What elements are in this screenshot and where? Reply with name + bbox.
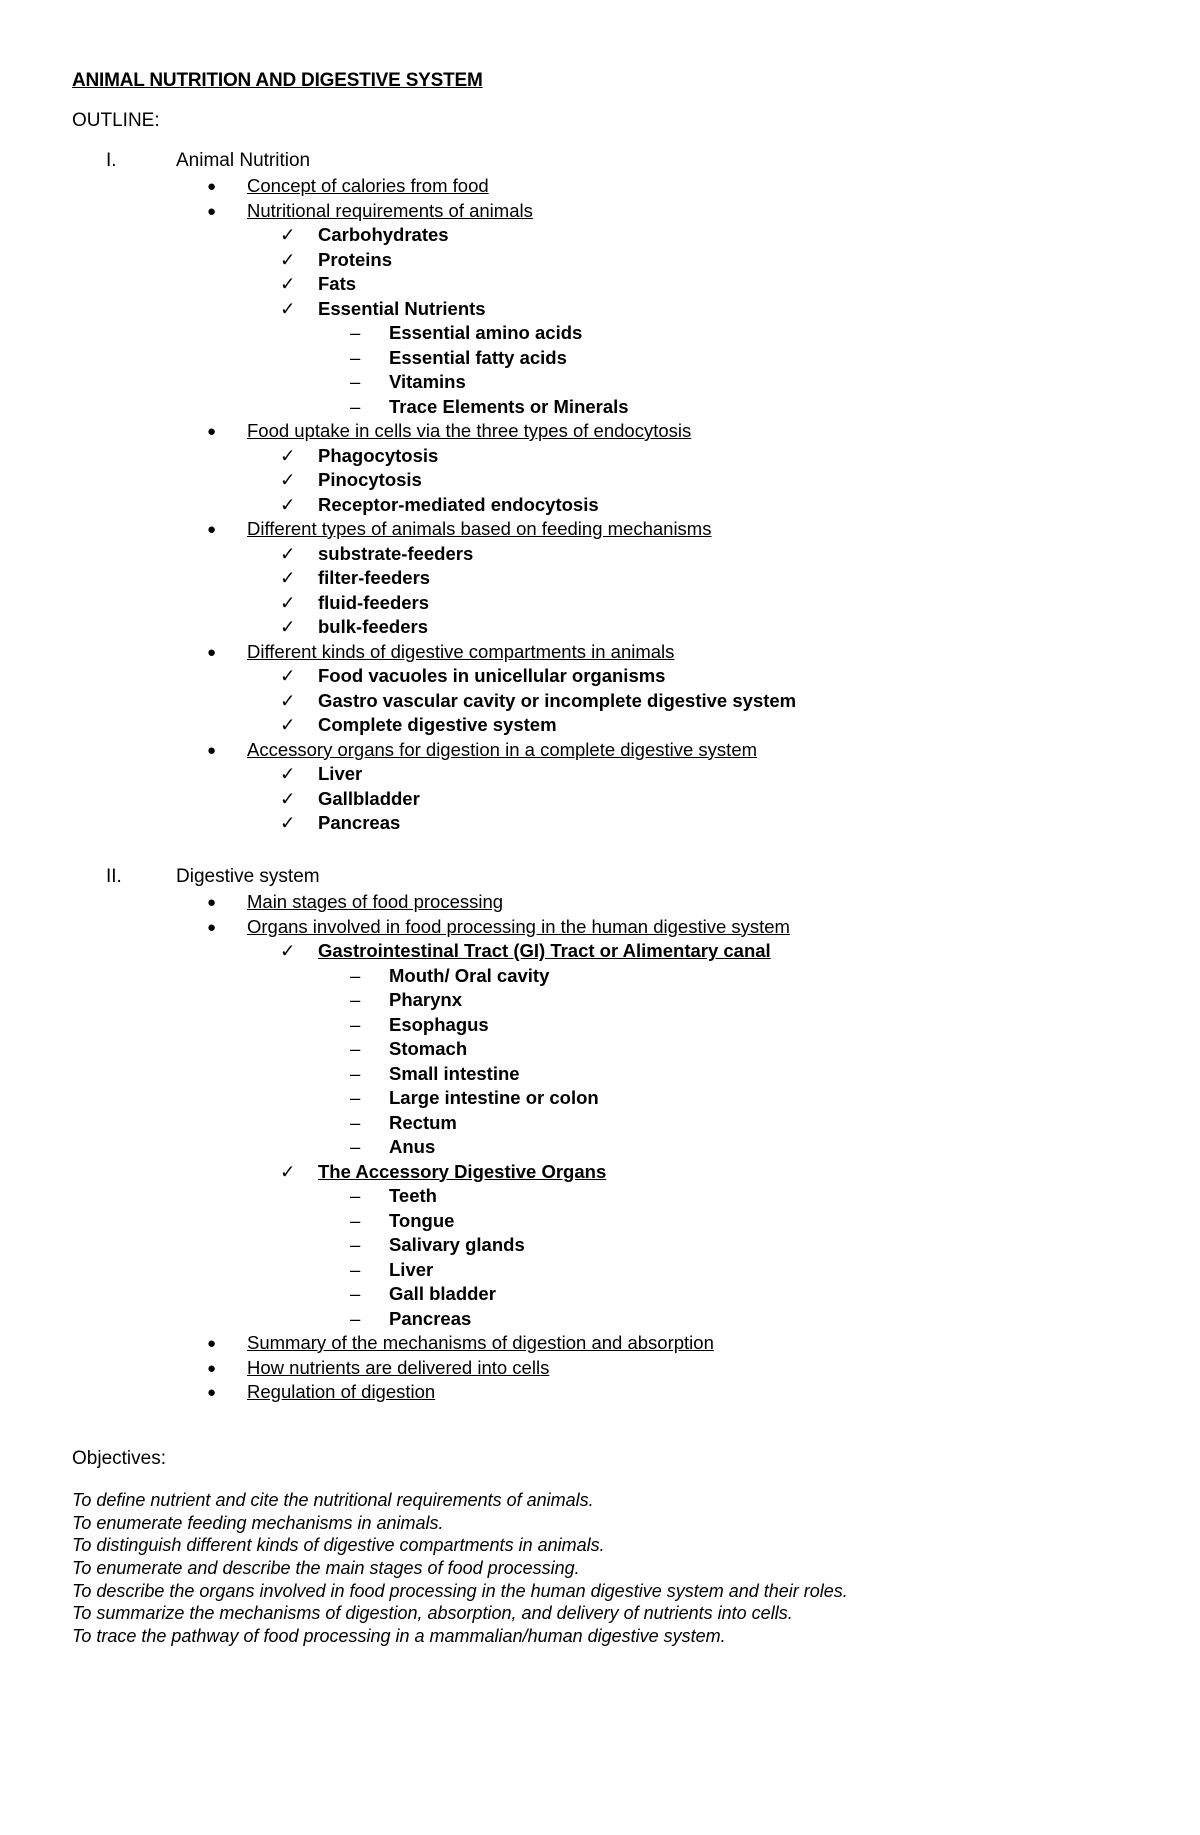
outline-item-text: Organs involved in food processing in the human digestive system (247, 915, 790, 937)
outline-dash-item (0, 1259, 1200, 1284)
outline-item-text: Stomach (389, 1038, 468, 1059)
dash-icon: – (350, 1258, 361, 1280)
outline-item-text: Pharynx (389, 989, 463, 1010)
outline-check-item (0, 940, 1200, 965)
outline-dash-item (0, 1210, 1200, 1235)
outline-bullet-item (0, 200, 1200, 225)
bullet-icon: ● (207, 423, 217, 440)
section-heading (0, 866, 1200, 891)
outline-check-item (0, 690, 1200, 715)
dash-icon: – (350, 1111, 361, 1133)
outline-bullet-item (0, 1357, 1200, 1382)
outline-item-text: Tongue (389, 1209, 455, 1231)
dash-icon: – (350, 1062, 361, 1084)
objective-line: To enumerate feeding mechanisms in animals. (72, 1512, 444, 1533)
outline-check-item (0, 714, 1200, 739)
outline-dash-item (0, 322, 1200, 347)
outline-bullet-item (0, 420, 1200, 445)
outline-bullet-item (0, 739, 1200, 764)
bullet-icon: ● (207, 1335, 217, 1352)
section-numeral: II. (106, 866, 122, 887)
objective-line: To enumerate and describe the main stages of food processing. (72, 1558, 580, 1579)
outline-bullet-item (0, 1381, 1200, 1406)
objective-line: To summarize the mechanisms of digestion, absorption, and delivery of nutrients into cells. (72, 1603, 793, 1624)
bullet-icon: ● (207, 178, 217, 195)
outline-item-text: Gallbladder (318, 787, 420, 809)
outline-check-item (0, 224, 1200, 249)
outline-check-item (0, 494, 1200, 519)
outline-check-item (0, 1161, 1200, 1186)
outline-check-item (0, 763, 1200, 788)
bullet-icon: ● (207, 918, 217, 936)
outline-check-item (0, 665, 1200, 690)
outline-check-item (0, 298, 1200, 323)
outline-bullet-item (0, 916, 1200, 941)
checkmark-icon: ✓ (280, 812, 296, 833)
section-numeral: I. (106, 150, 117, 171)
outline-dash-item (0, 1087, 1200, 1112)
outline-item-text: Essential fatty acids (389, 346, 567, 368)
outline-item-text: Pinocytosis (318, 469, 422, 490)
outline-check-item (0, 249, 1200, 274)
objective-line: To define nutrient and cite the nutritional requirements of animals. (72, 1490, 594, 1510)
checkmark-icon: ✓ (280, 1160, 296, 1182)
section-heading (0, 150, 1200, 175)
outline-check-item (0, 592, 1200, 617)
dash-icon: – (350, 1185, 361, 1206)
bullet-icon: ● (207, 521, 217, 538)
dash-icon: – (350, 1283, 361, 1304)
outline-dash-item (0, 371, 1200, 396)
outline-item-text: Gall bladder (389, 1283, 496, 1304)
outline-item-text: Summary of the mechanisms of digestion and absorption (247, 1332, 714, 1353)
objective-line: To trace the pathway of food processing in a mammalian/human digestive system. (72, 1626, 726, 1647)
section-title: Digestive system (176, 866, 320, 887)
outline-item-text: Fats (318, 273, 357, 294)
outline-dash-item (0, 989, 1200, 1014)
outline-item-text: Different types of animals based on feeding mechanisms (247, 518, 712, 539)
outline-item-text: Concept of calories from food (247, 175, 489, 196)
checkmark-icon: ✓ (280, 763, 296, 784)
outline-check-item (0, 616, 1200, 641)
outline-dash-item (0, 1014, 1200, 1039)
dash-icon: – (350, 1307, 361, 1329)
outline-dash-item (0, 1038, 1200, 1063)
outline-check-item (0, 567, 1200, 592)
dash-icon: – (350, 1013, 361, 1035)
outline-check-item (0, 788, 1200, 813)
dash-icon: – (350, 1209, 361, 1231)
outline-section-digestive-system (0, 866, 1200, 1406)
outline-item-text: Different kinds of digestive compartments in animals (247, 640, 675, 662)
checkmark-icon: ✓ (280, 714, 296, 735)
outline-item-text: Main stages of food processing (247, 891, 504, 912)
outline-item-text: Pancreas (389, 1307, 472, 1329)
checkmark-icon: ✓ (280, 591, 296, 613)
bullet-icon: ● (207, 1384, 217, 1401)
outline-dash-item (0, 1112, 1200, 1137)
objective-line: To describe the organs involved in food processing in the human digestive system and their roles. (72, 1580, 848, 1601)
checkmark-icon: ✓ (280, 248, 296, 270)
section-title: Animal Nutrition (176, 150, 311, 171)
dash-icon: – (350, 989, 361, 1010)
outline-item-text: Liver (389, 1258, 434, 1280)
outline-item-text: Carbohydrates (318, 224, 449, 245)
outline-item-text: Pancreas (318, 812, 401, 833)
checkmark-icon: ✓ (280, 273, 296, 294)
outline-dash-item (0, 1136, 1200, 1161)
outline-bullet-item (0, 641, 1200, 666)
outline-dash-item (0, 1234, 1200, 1259)
outline-check-item (0, 543, 1200, 568)
outline-item-text: Receptor-mediated endocytosis (318, 493, 599, 515)
outline-dash-item (0, 1283, 1200, 1308)
outline-bullet-item (0, 1332, 1200, 1357)
outline-item-text: Complete digestive system (318, 714, 557, 735)
outline-bullet-item (0, 518, 1200, 543)
outline-check-item (0, 812, 1200, 837)
bullet-icon: ● (207, 894, 217, 911)
checkmark-icon: ✓ (280, 542, 296, 564)
section-items (0, 175, 1200, 837)
outline-item-text: Accessory organs for digestion in a complete digestive system (247, 738, 758, 760)
outline-item-text: substrate-feeders (318, 542, 474, 564)
checkmark-icon: ✓ (280, 940, 296, 961)
outline-item-text: Vitamins (389, 371, 466, 392)
bullet-icon: ● (207, 741, 217, 759)
outline-item-text: fluid-feeders (318, 591, 430, 613)
objective-line: To distinguish different kinds of digestive compartments in animals. (72, 1535, 605, 1556)
outline-item-text: Gastro vascular cavity or incomplete digestive system (318, 689, 797, 711)
outline-item-text: The Accessory Digestive Organs (318, 1160, 607, 1182)
bullet-icon: ● (207, 1359, 217, 1377)
outline-item-text: Large intestine or colon (389, 1087, 599, 1108)
checkmark-icon: ✓ (280, 787, 296, 809)
outline-item-text: Gastrointestinal Tract (GI) Tract or Alimentary canal (318, 940, 771, 961)
dash-icon: – (350, 1087, 361, 1108)
dash-icon: – (350, 371, 361, 392)
checkmark-icon: ✓ (280, 567, 296, 588)
outline-item-text: Liver (318, 763, 363, 784)
outline-item-text: Essential amino acids (389, 322, 583, 343)
outline-dash-item (0, 965, 1200, 990)
outline-item-text: Teeth (389, 1185, 437, 1206)
outline-item-text: Essential Nutrients (318, 297, 486, 319)
outline-dash-item (0, 396, 1200, 421)
dash-icon: – (350, 964, 361, 986)
outline-bullet-item (0, 175, 1200, 200)
outline-item-text: Small intestine (389, 1062, 520, 1084)
outline-dash-item (0, 1185, 1200, 1210)
outline-item-text: bulk-feeders (318, 616, 429, 637)
outline-item-text: Rectum (389, 1111, 457, 1133)
outline-item-text: filter-feeders (318, 567, 431, 588)
outline-item-text: Food vacuoles in unicellular organisms (318, 665, 666, 686)
objectives-label: Objectives: (72, 1448, 166, 1469)
outline-check-item (0, 445, 1200, 470)
outline-section-animal-nutrition (0, 150, 1200, 837)
outline-item-text: Nutritional requirements of animals (247, 199, 533, 221)
checkmark-icon: ✓ (280, 493, 296, 515)
dash-icon: – (350, 395, 361, 417)
outline-dash-item (0, 1063, 1200, 1088)
checkmark-icon: ✓ (280, 224, 296, 245)
checkmark-icon: ✓ (280, 444, 296, 466)
outline-item-text: How nutrients are delivered into cells (247, 1356, 550, 1378)
objectives-list (72, 1490, 848, 1649)
outline-item-text: Trace Elements or Minerals (389, 395, 629, 417)
checkmark-icon: ✓ (280, 689, 296, 711)
outline-item-text: Mouth/ Oral cavity (389, 964, 550, 986)
dash-icon: – (350, 346, 361, 368)
bullet-icon: ● (207, 202, 217, 220)
outline-item-text: Phagocytosis (318, 444, 439, 466)
outline-item-text: Proteins (318, 248, 393, 270)
outline-check-item (0, 273, 1200, 298)
dash-icon: – (350, 1038, 361, 1059)
checkmark-icon: ✓ (280, 469, 296, 490)
outline-item-text: Food uptake in cells via the three types of endocytosis (247, 420, 692, 441)
dash-icon: – (350, 1234, 361, 1255)
outline-check-item (0, 469, 1200, 494)
document-title: ANIMAL NUTRITION AND DIGESTIVE SYSTEM (72, 70, 483, 91)
outline-dash-item (0, 1308, 1200, 1333)
checkmark-icon: ✓ (280, 297, 296, 319)
outline-item-text: Esophagus (389, 1013, 489, 1035)
section-items (0, 891, 1200, 1406)
checkmark-icon: ✓ (280, 665, 296, 686)
dash-icon: – (350, 1136, 361, 1157)
outline-label: OUTLINE: (72, 110, 160, 131)
outline-item-text: Anus (389, 1136, 436, 1157)
checkmark-icon: ✓ (280, 616, 296, 637)
outline-item-text: Salivary glands (389, 1234, 525, 1255)
outline-dash-item (0, 347, 1200, 372)
bullet-icon: ● (207, 643, 217, 661)
dash-icon: – (350, 322, 361, 343)
outline-item-text: Regulation of digestion (247, 1381, 436, 1402)
outline-bullet-item (0, 891, 1200, 916)
